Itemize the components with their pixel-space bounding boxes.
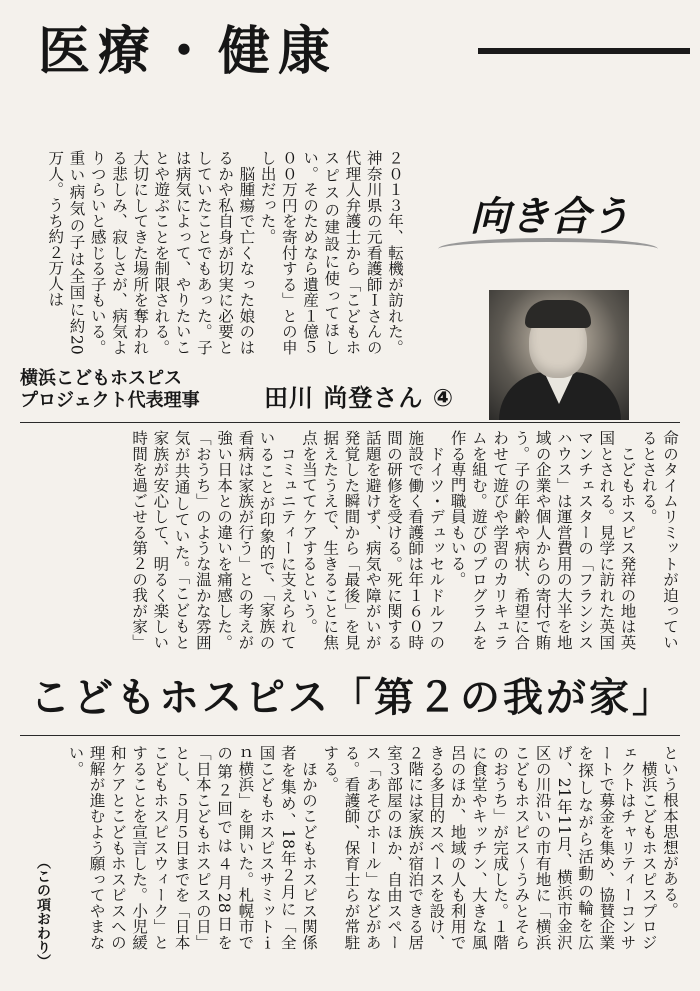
article-text-bottom: という根本思想がある。 横浜こどもホスピスプロジェクトはチャリティーコンサートで募金を集め、協賛企業を探しながら活動の輪を広げ、21年11月、横浜市金沢区の川沿いの市有地に「横浜こどもホスピス～うみとそらのおうち」が完成した。１階に食堂やキッチン、大きな風呂のほか、地域の人も利用できる多目的スペースを設け、２階には家族が宿泊できる居室３部屋のほか、自由スペース「あそびホール」などがある。看護師、保育士らが常駐する。 ほかのこどもホスピス関係者を集め、18年２月に「全国こどもホスピスサミットｉｎ横浜」を開いた。札幌市での第２回では４月28日を「日本こどもホスピスの日」とし、５月５日までを「日本こどもホスピスウィーク」とすることを宣言した。小児緩和ケアとこどもホスピスへの理解が進むよう願ってやまない。 [66, 745, 679, 950]
divider-bottom [20, 735, 680, 736]
profile-name: 田川 尚登さん ④ [264, 384, 455, 412]
title-rule [478, 48, 690, 54]
headline: こどもホスピス「第２の我が家」 [30, 674, 675, 721]
end-note: （この項おわり） [35, 855, 51, 969]
portrait-photo [489, 290, 629, 420]
section-title: 医療・健康 [38, 22, 339, 82]
organization-line-2: プロジェクト代表理事 [20, 390, 200, 411]
article-text-middle: 命のタイムリミットが迫っているとされる。 こどもホスピス発祥の地は英国とされる。見学に訪れた英国マンチェスターの「フランシスハウス」は運営費用の大半を地域の企業や個人からの寄付で賄う。子の年齢や病状、希望に合わせて遊びや学習のカリキュラムを組む。遊びのプログラムを作る専門職員もいる。 ドイツ・デュッセルドルフの施設で働く看護師は年１６０時間の研修を受ける。死に関する話題を避けず、病気や障がいが発覚した瞬間から「最後」を見据えたうえで、生きることに焦点を当ててケアするという。 コミュニティーに支えられていることが印象的で、「家族の看病は家族が行う」との考えが強い日本との違いを痛感した。「おうち」のような温かな雰囲気が共通していた。「こどもと家族が安心して、明るく楽しい時間を過ごせる第２の我が家」 [130, 430, 679, 650]
feature-swoosh [438, 238, 658, 260]
profile-organization [20, 368, 200, 412]
divider-top [20, 422, 680, 423]
article-text-top-left: ２０１３年、転機が訪れた。神奈川県の元看護師Ｉさんの代理人弁護士から「こどもホスピスの建設に使ってほしい。そのためなら遺産１億５００万円を寄付する」との申し出だった。 脳腫瘍で亡くなった娘のはるかや私自身が切実に必要としていたことでもあった。子は病気によって、やりたいことや遊ぶことを制限される。大切にしてきた場所を奪われる悲しみ、寂しさが、病気よりつらいと感じる子もいる。重い病気の子は全国に約20万人。うち約２万人は [46, 150, 404, 355]
feature-title: 向き合う [470, 193, 630, 240]
organization-line-1: 横浜こどもホスピス [20, 368, 182, 389]
portrait-hair [525, 300, 591, 328]
